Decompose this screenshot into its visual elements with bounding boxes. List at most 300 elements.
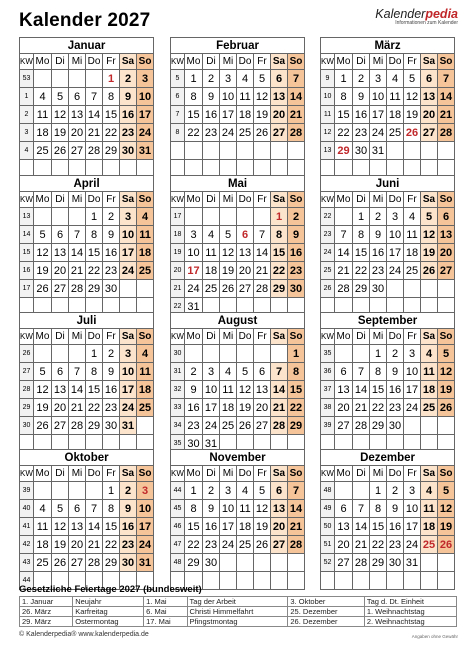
day-cell: 21	[353, 399, 370, 417]
day-cell: 8	[288, 363, 305, 381]
day-cell: 5	[421, 208, 438, 226]
weekday-header: KW	[20, 329, 34, 345]
day-cell: 23	[103, 399, 120, 417]
month-dezember	[320, 449, 455, 590]
month-title: August	[171, 313, 305, 329]
weekday-header: Fr	[103, 329, 120, 345]
day-cell: 17	[220, 106, 237, 124]
day-cell: 27	[271, 536, 288, 554]
empty-cell	[203, 345, 220, 363]
day-cell: 26	[438, 536, 455, 554]
month-juni	[320, 175, 455, 316]
day-cell: 30	[288, 280, 305, 298]
weekday-header: Sa	[120, 54, 137, 70]
logo	[375, 7, 458, 26]
empty-cell	[404, 280, 421, 298]
day-cell: 6	[271, 70, 288, 88]
day-cell: 7	[335, 226, 353, 244]
day-cell: 25	[421, 536, 438, 554]
week-number: 41	[20, 518, 34, 536]
day-cell: 24	[185, 280, 203, 298]
day-cell: 22	[370, 399, 387, 417]
week-number: 47	[171, 536, 185, 554]
weekday-header: Di	[52, 329, 69, 345]
day-cell: 15	[86, 381, 103, 399]
day-cell: 10	[120, 363, 137, 381]
day-cell: 17	[185, 262, 203, 280]
month-januar	[19, 37, 154, 178]
day-cell: 20	[52, 262, 69, 280]
day-cell: 19	[421, 244, 438, 262]
day-cell: 23	[353, 124, 370, 142]
day-cell: 1	[185, 482, 203, 500]
day-cell: 22	[103, 124, 120, 142]
day-cell: 13	[254, 381, 271, 399]
empty-cell	[185, 208, 203, 226]
weekday-header: Mi	[69, 329, 86, 345]
day-cell: 12	[52, 106, 69, 124]
weekday-header: Sa	[421, 192, 438, 208]
day-cell: 2	[288, 208, 305, 226]
day-cell: 4	[421, 345, 438, 363]
month-februar	[170, 37, 305, 178]
day-cell: 28	[254, 280, 271, 298]
week-number: 1	[20, 88, 34, 106]
empty-cell	[438, 554, 455, 572]
day-cell: 17	[120, 244, 137, 262]
weekday-header: So	[288, 329, 305, 345]
day-cell: 16	[387, 381, 404, 399]
empty-cell	[69, 208, 86, 226]
day-cell: 24	[120, 399, 137, 417]
day-cell: 9	[120, 88, 137, 106]
weekday-header: KW	[321, 54, 335, 70]
day-cell: 25	[137, 262, 154, 280]
weekday-header: Do	[86, 466, 103, 482]
weekday-header: Mi	[220, 54, 237, 70]
day-cell: 27	[69, 554, 86, 572]
empty-cell	[335, 482, 353, 500]
month-title: März	[321, 38, 455, 54]
day-cell: 28	[69, 280, 86, 298]
day-cell: 8	[86, 226, 103, 244]
weekday-header: Fr	[103, 192, 120, 208]
week-number: 8	[171, 124, 185, 142]
day-cell: 8	[86, 363, 103, 381]
empty-cell	[69, 345, 86, 363]
month-august	[170, 312, 305, 453]
day-cell: 28	[271, 417, 288, 435]
day-cell: 31	[404, 554, 421, 572]
day-cell: 9	[103, 363, 120, 381]
day-cell: 4	[404, 208, 421, 226]
week-number: 42	[20, 536, 34, 554]
day-cell: 29	[271, 280, 288, 298]
day-cell: 26	[254, 536, 271, 554]
day-cell: 13	[271, 500, 288, 518]
day-cell: 25	[237, 536, 254, 554]
holiday-name: Pfingstmontag	[187, 617, 288, 627]
day-cell: 4	[203, 226, 220, 244]
empty-cell	[86, 482, 103, 500]
day-cell: 17	[387, 244, 404, 262]
day-cell: 8	[271, 226, 288, 244]
day-cell: 12	[254, 88, 271, 106]
holiday-name: Ostermontag	[73, 617, 144, 627]
week-number: 29	[20, 399, 34, 417]
week-number: 9	[321, 70, 335, 88]
day-cell: 22	[103, 536, 120, 554]
week-number: 28	[20, 381, 34, 399]
day-cell: 5	[220, 226, 237, 244]
empty-cell	[120, 280, 137, 298]
day-cell: 4	[137, 208, 154, 226]
day-cell: 3	[404, 345, 421, 363]
week-number: 39	[321, 417, 335, 435]
day-cell: 6	[52, 226, 69, 244]
day-cell: 24	[120, 262, 137, 280]
day-cell: 18	[220, 399, 237, 417]
day-cell: 30	[185, 435, 203, 453]
day-cell: 26	[421, 262, 438, 280]
day-cell: 27	[69, 142, 86, 160]
day-cell: 2	[120, 70, 137, 88]
day-cell: 23	[203, 124, 220, 142]
day-cell: 16	[120, 106, 137, 124]
week-number: 44	[171, 482, 185, 500]
day-cell: 10	[137, 500, 154, 518]
day-cell: 23	[288, 262, 305, 280]
day-cell: 6	[438, 208, 455, 226]
week-number: 26	[20, 345, 34, 363]
weekday-header: KW	[321, 466, 335, 482]
weekday-header: Sa	[271, 54, 288, 70]
day-cell: 4	[34, 500, 52, 518]
week-number: 35	[321, 345, 335, 363]
day-cell: 26	[34, 417, 52, 435]
day-cell: 13	[237, 244, 254, 262]
day-cell: 16	[288, 244, 305, 262]
day-cell: 8	[370, 363, 387, 381]
day-cell: 11	[34, 106, 52, 124]
day-cell: 15	[271, 244, 288, 262]
empty-cell	[52, 345, 69, 363]
day-cell: 12	[34, 244, 52, 262]
month-title: Januar	[20, 38, 154, 54]
week-number: 14	[20, 226, 34, 244]
day-cell: 26	[34, 280, 52, 298]
day-cell: 11	[404, 226, 421, 244]
day-cell: 25	[203, 280, 220, 298]
day-cell: 22	[86, 399, 103, 417]
day-cell: 2	[203, 70, 220, 88]
day-cell: 21	[438, 106, 455, 124]
day-cell: 27	[335, 417, 353, 435]
holiday-date: 1. Januar	[20, 597, 73, 607]
logo-brand: Kalender	[375, 7, 426, 21]
week-number: 23	[321, 226, 335, 244]
day-cell: 21	[86, 536, 103, 554]
empty-cell	[220, 554, 237, 572]
day-cell: 12	[34, 381, 52, 399]
day-cell: 1	[370, 345, 387, 363]
day-cell: 7	[86, 88, 103, 106]
weekday-header: KW	[171, 192, 185, 208]
empty-cell	[404, 417, 421, 435]
weekday-header: So	[137, 466, 154, 482]
day-cell: 7	[288, 70, 305, 88]
day-cell: 5	[34, 363, 52, 381]
weekday-header: Sa	[421, 54, 438, 70]
empty-cell	[220, 208, 237, 226]
day-cell: 31	[137, 142, 154, 160]
day-cell: 2	[203, 482, 220, 500]
day-cell: 29	[103, 554, 120, 572]
empty-cell	[34, 482, 52, 500]
day-cell: 7	[69, 226, 86, 244]
day-cell: 31	[137, 554, 154, 572]
empty-cell	[421, 142, 438, 160]
week-number: 40	[20, 500, 34, 518]
day-cell: 19	[34, 399, 52, 417]
weekday-header: Sa	[421, 329, 438, 345]
day-cell: 14	[353, 518, 370, 536]
holiday-date: 29. März	[20, 617, 73, 627]
weekday-header: Fr	[404, 466, 421, 482]
day-cell: 2	[120, 482, 137, 500]
empty-cell	[254, 554, 271, 572]
weekday-header: KW	[171, 54, 185, 70]
day-cell: 18	[137, 244, 154, 262]
weekday-header: KW	[171, 466, 185, 482]
weekday-header: Di	[203, 329, 220, 345]
day-cell: 1	[185, 70, 203, 88]
day-cell: 15	[86, 244, 103, 262]
day-cell: 20	[237, 262, 254, 280]
empty-cell	[421, 280, 438, 298]
day-cell: 5	[52, 88, 69, 106]
weekday-header: Fr	[254, 466, 271, 482]
holiday-name: Karfreitag	[73, 607, 144, 617]
day-cell: 25	[34, 554, 52, 572]
day-cell: 21	[288, 518, 305, 536]
day-cell: 12	[421, 226, 438, 244]
day-cell: 7	[271, 363, 288, 381]
day-cell: 12	[438, 500, 455, 518]
day-cell: 9	[203, 88, 220, 106]
weekday-header: Mo	[185, 466, 203, 482]
weekday-header: Mi	[69, 466, 86, 482]
day-cell: 7	[288, 482, 305, 500]
day-cell: 11	[220, 381, 237, 399]
weekday-header: Mo	[34, 466, 52, 482]
day-cell: 22	[335, 124, 353, 142]
day-cell: 5	[404, 70, 421, 88]
day-cell: 3	[120, 208, 137, 226]
day-cell: 11	[137, 226, 154, 244]
day-cell: 16	[387, 518, 404, 536]
week-number: 50	[321, 518, 335, 536]
week-number: 35	[171, 435, 185, 453]
day-cell: 27	[421, 124, 438, 142]
day-cell: 6	[237, 226, 254, 244]
empty-cell	[220, 345, 237, 363]
weekday-header: Mi	[370, 329, 387, 345]
day-cell: 20	[271, 518, 288, 536]
day-cell: 13	[69, 518, 86, 536]
day-cell: 9	[353, 88, 370, 106]
day-cell: 30	[353, 142, 370, 160]
week-number: 22	[171, 298, 185, 316]
day-cell: 3	[137, 482, 154, 500]
day-cell: 30	[120, 554, 137, 572]
weekday-header: Mi	[220, 192, 237, 208]
day-cell: 9	[203, 500, 220, 518]
day-cell: 14	[271, 381, 288, 399]
day-cell: 15	[103, 518, 120, 536]
day-cell: 7	[438, 70, 455, 88]
day-cell: 12	[220, 244, 237, 262]
day-cell: 2	[387, 482, 404, 500]
day-cell: 27	[335, 554, 353, 572]
weekday-header: Do	[387, 192, 404, 208]
day-cell: 28	[86, 142, 103, 160]
day-cell: 3	[404, 482, 421, 500]
day-cell: 2	[387, 345, 404, 363]
day-cell: 14	[254, 244, 271, 262]
weekday-header: KW	[20, 192, 34, 208]
day-cell: 14	[335, 244, 353, 262]
weekday-header: Sa	[120, 192, 137, 208]
day-cell: 6	[335, 500, 353, 518]
week-number: 16	[20, 262, 34, 280]
weekday-header: KW	[20, 466, 34, 482]
day-cell: 18	[34, 124, 52, 142]
day-cell: 28	[288, 536, 305, 554]
holiday-date: 26. Dezember	[288, 617, 364, 627]
day-cell: 17	[120, 381, 137, 399]
week-number: 31	[171, 363, 185, 381]
day-cell: 26	[220, 280, 237, 298]
day-cell: 27	[52, 280, 69, 298]
day-cell: 21	[335, 262, 353, 280]
week-number: 21	[171, 280, 185, 298]
holidays-title: Gesetzliche Feiertage 2027 (bundesweit)	[19, 584, 202, 595]
holiday-name: Neujahr	[73, 597, 144, 607]
logo-brand-accent: pedia	[425, 7, 458, 21]
day-cell: 1	[103, 482, 120, 500]
week-number: 39	[20, 482, 34, 500]
day-cell: 25	[220, 417, 237, 435]
day-cell: 23	[387, 536, 404, 554]
day-cell: 13	[52, 381, 69, 399]
day-cell: 19	[254, 106, 271, 124]
day-cell: 22	[353, 262, 370, 280]
week-number: 20	[171, 262, 185, 280]
day-cell: 12	[438, 363, 455, 381]
holiday-name: Christi Himmelfahrt	[187, 607, 288, 617]
day-cell: 30	[387, 417, 404, 435]
day-cell: 17	[203, 399, 220, 417]
day-cell: 12	[404, 88, 421, 106]
day-cell: 28	[335, 280, 353, 298]
day-cell: 2	[353, 70, 370, 88]
day-cell: 1	[86, 345, 103, 363]
weekday-header: Mi	[220, 329, 237, 345]
day-cell: 22	[288, 399, 305, 417]
weekday-header: Mo	[335, 54, 353, 70]
day-cell: 16	[370, 244, 387, 262]
day-cell: 30	[120, 142, 137, 160]
week-number: 4	[20, 142, 34, 160]
weekday-header: Do	[86, 54, 103, 70]
empty-cell	[404, 142, 421, 160]
day-cell: 20	[421, 106, 438, 124]
day-cell: 12	[254, 500, 271, 518]
day-cell: 23	[185, 417, 203, 435]
week-number: 25	[321, 262, 335, 280]
week-number: 44	[20, 572, 34, 590]
day-cell: 26	[237, 417, 254, 435]
day-cell: 8	[185, 500, 203, 518]
day-cell: 18	[34, 536, 52, 554]
day-cell: 9	[387, 500, 404, 518]
day-cell: 15	[370, 381, 387, 399]
month-september	[320, 312, 455, 453]
weekday-header: So	[438, 192, 455, 208]
day-cell: 1	[271, 208, 288, 226]
day-cell: 10	[370, 88, 387, 106]
day-cell: 28	[438, 124, 455, 142]
week-number: 48	[171, 554, 185, 572]
day-cell: 27	[271, 124, 288, 142]
day-cell: 25	[34, 142, 52, 160]
week-number: 2	[20, 106, 34, 124]
day-cell: 24	[137, 124, 154, 142]
week-number: 10	[321, 88, 335, 106]
day-cell: 24	[203, 417, 220, 435]
empty-cell	[254, 345, 271, 363]
day-cell: 19	[254, 518, 271, 536]
weekday-header: Di	[52, 54, 69, 70]
day-cell: 26	[254, 124, 271, 142]
empty-cell	[335, 345, 353, 363]
day-cell: 26	[52, 554, 69, 572]
day-cell: 21	[69, 262, 86, 280]
day-cell: 6	[69, 500, 86, 518]
day-cell: 5	[34, 226, 52, 244]
month-oktober	[19, 449, 154, 590]
week-number: 37	[321, 381, 335, 399]
empty-cell	[34, 345, 52, 363]
day-cell: 18	[137, 381, 154, 399]
empty-cell	[237, 208, 254, 226]
day-cell: 11	[237, 88, 254, 106]
day-cell: 5	[438, 482, 455, 500]
weekday-header: Mi	[370, 466, 387, 482]
empty-cell	[335, 208, 353, 226]
weekday-header: Di	[203, 192, 220, 208]
day-cell: 21	[271, 399, 288, 417]
day-cell: 9	[387, 363, 404, 381]
weekday-header: Fr	[404, 54, 421, 70]
day-cell: 2	[103, 345, 120, 363]
day-cell: 6	[335, 363, 353, 381]
month-title: November	[171, 450, 305, 466]
day-cell: 3	[220, 482, 237, 500]
month-title: Dezember	[321, 450, 455, 466]
weekday-header: Di	[52, 466, 69, 482]
